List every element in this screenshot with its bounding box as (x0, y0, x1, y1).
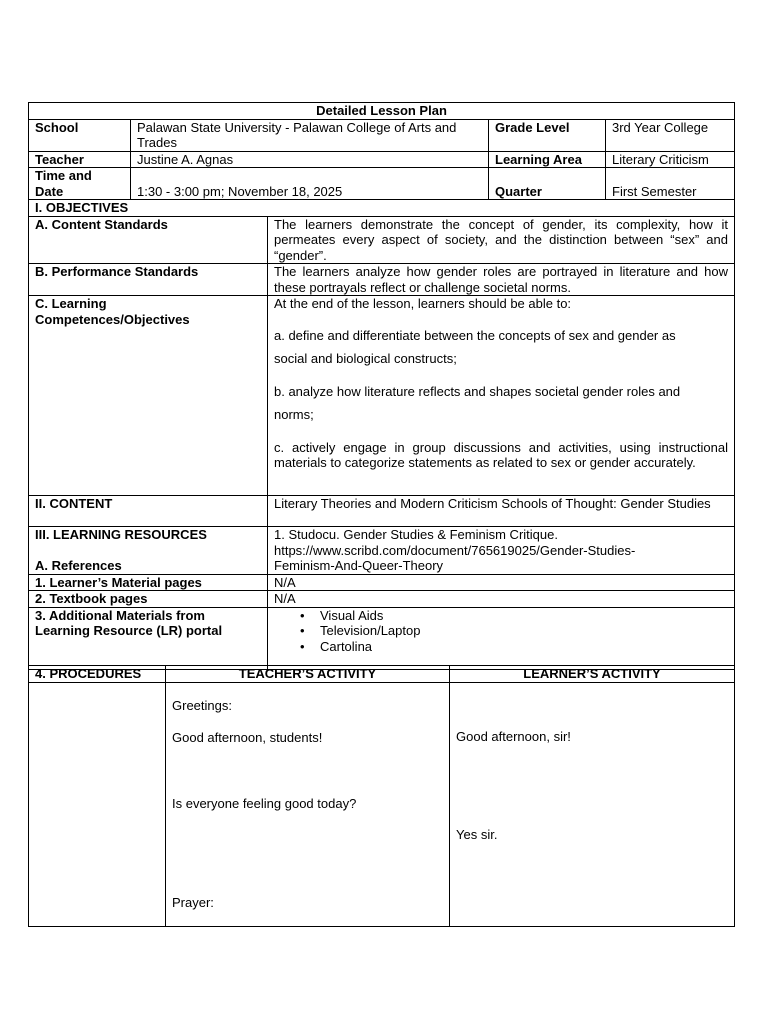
list-item: • Television/Laptop (320, 623, 728, 639)
objectives-heading: I. OBJECTIVES (29, 200, 735, 217)
learners-material-label: 1. Learner’s Material pages (29, 574, 268, 591)
time-date-label-line1: Time and (35, 168, 92, 183)
additional-materials-label-line2: Learning Resource (LR) portal (35, 623, 223, 638)
time-date-label-line2: Date (35, 183, 64, 199)
school-label: School (29, 119, 131, 151)
lesson-plan-title: Detailed Lesson Plan (29, 103, 735, 120)
teacher-activity-cell (166, 682, 450, 926)
competence-a-line2: social and biological constructs; (274, 351, 457, 366)
learning-area-label: Learning Area (489, 151, 606, 168)
teacher-line-greetings: Greetings: (172, 697, 232, 713)
competence-b-line1: b. analyze how literature reflects and shapes societal gender roles and (274, 383, 681, 399)
learner-line-yes-sir: Yes sir. (456, 826, 498, 842)
learner-activity-heading: LEARNER’S ACTIVITY (450, 666, 735, 683)
competence-a-line1: a. define and differentiate between the concepts of sex and gender as (274, 327, 676, 343)
procedures-table (28, 665, 735, 927)
teacher-activity-heading: TEACHER’S ACTIVITY (166, 666, 450, 683)
competences-label-line2: Competences/Objectives (35, 311, 190, 327)
quarter-value: First Semester (606, 168, 735, 200)
teacher-line-feeling-good: Is everyone feeling good today? (172, 795, 357, 811)
reference-url-line2[interactable]: Feminism-And-Queer-Theory (274, 558, 444, 573)
learners-material-value: N/A (268, 574, 735, 591)
lesson-plan-table (28, 102, 735, 670)
reference-title: 1. Studocu. Gender Studies & Feminism Critique. (274, 527, 558, 542)
teacher-label: Teacher (29, 151, 131, 168)
grade-level-value: 3rd Year College (606, 119, 735, 151)
teacher-value: Justine A. Agnas (131, 151, 489, 168)
additional-materials-label-line1: 3. Additional Materials from (35, 607, 205, 623)
additional-materials-label (29, 607, 268, 669)
textbook-value: N/A (268, 591, 735, 608)
time-date-value: 1:30 - 3:00 pm; November 18, 2025 (131, 168, 489, 200)
school-value: Palawan State University - Palawan College of Arts and Trades (131, 119, 489, 151)
competences-intro: At the end of the lesson, learners should be able to: (274, 296, 572, 311)
competences-text (268, 296, 735, 496)
competences-label-line1: C. Learning (35, 296, 107, 311)
time-date-label (29, 168, 131, 200)
learning-resources-label (29, 527, 268, 575)
performance-standards-text: The learners analyze how gender roles are portrayed in literature and how these portrayals reflect or challenge societal norms. (268, 264, 735, 296)
textbook-label: 2. Textbook pages (29, 591, 268, 608)
reference-url-line1[interactable]: https://www.scribd.com/document/765619025/Gender-Studies- (274, 542, 636, 558)
learner-line-good-afternoon: Good afternoon, sir! (456, 728, 571, 744)
competence-b-line2: norms; (274, 407, 314, 422)
quarter-label: Quarter (489, 168, 606, 200)
learning-resources-heading: III. LEARNING RESOURCES (35, 527, 207, 542)
content-text: Literary Theories and Modern Criticism Schools of Thought: Gender Studies (268, 496, 735, 527)
references-text (268, 527, 735, 575)
grade-level-label: Grade Level (489, 119, 606, 151)
additional-materials-list (268, 607, 735, 669)
content-standards-text: The learners demonstrate the concept of gender, its complexity, how it permeates every aspect of society, and the distinction between “sex” and “gender”. (268, 216, 735, 264)
competences-label (29, 296, 268, 496)
learner-activity-cell (450, 682, 735, 926)
list-item: • Visual Aids (320, 608, 728, 624)
content-label: II. CONTENT (29, 496, 268, 527)
teacher-line-prayer: Prayer: (172, 894, 214, 910)
procedures-label: 4. PROCEDURES (29, 666, 166, 683)
performance-standards-label: B. Performance Standards (29, 264, 268, 296)
references-label: A. References (35, 558, 122, 573)
list-item: • Cartolina (320, 639, 728, 655)
procedures-step-cell (29, 682, 166, 926)
content-standards-label: A. Content Standards (29, 216, 268, 264)
competence-c: c. actively engage in group discussions and activities, using instructional materials to categorize statements as related to sex or gender accurately. (274, 439, 729, 470)
learning-area-value: Literary Criticism (606, 151, 735, 168)
teacher-line-good-afternoon: Good afternoon, students! (172, 729, 323, 745)
